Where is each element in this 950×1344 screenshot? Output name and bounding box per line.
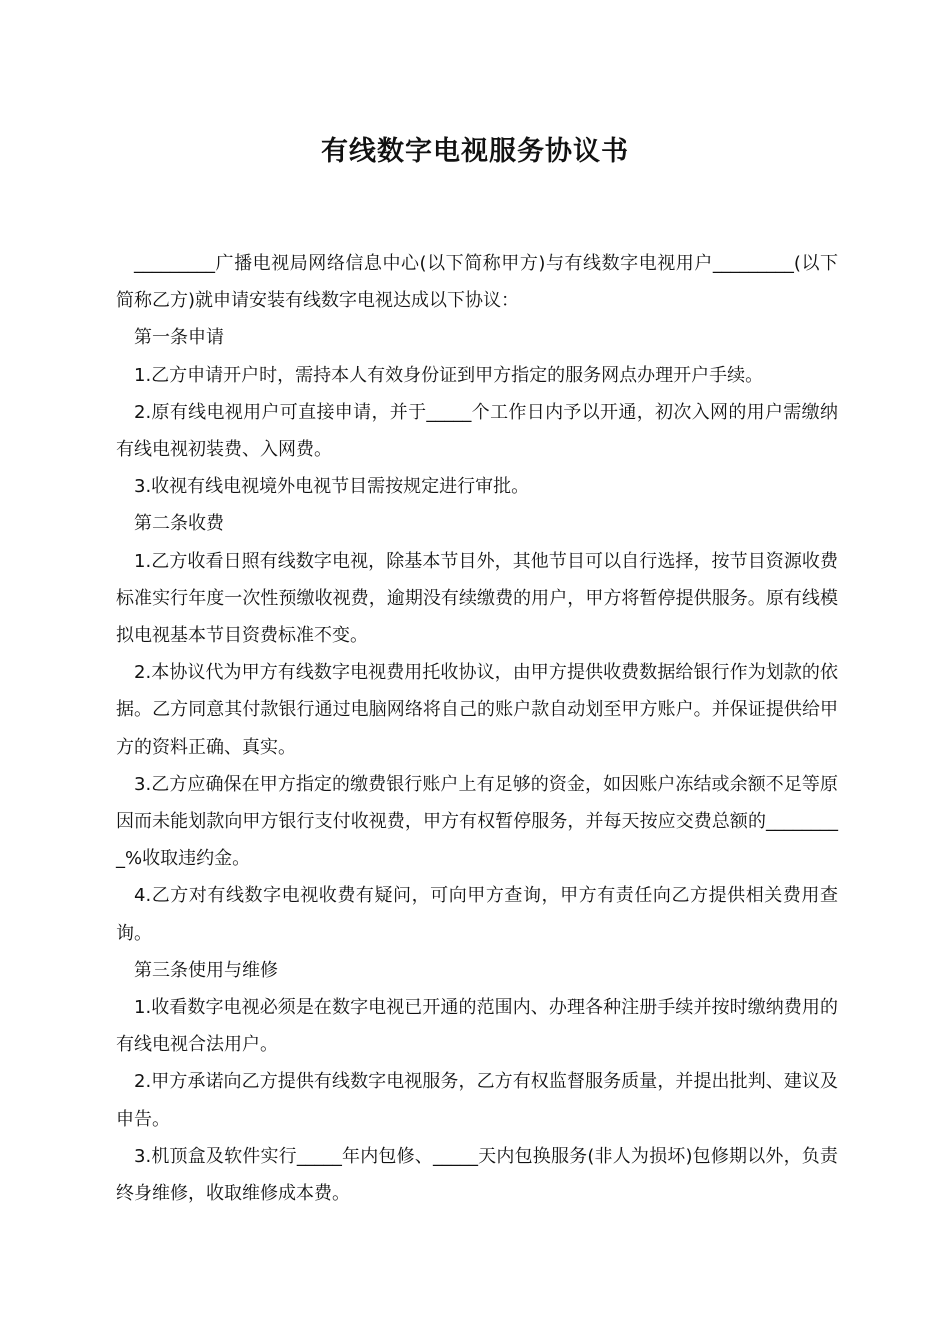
clause-paragraph: 4.乙方对有线数字电视收费有疑问，可向甲方查询，甲方有责任向乙方提供相关费用查询。 (116, 885, 838, 944)
section-heading-usage-maintenance: 第三条使用与维修 (134, 959, 278, 981)
clause-paragraph: 1.乙方收看日照有线数字电视，除基本节目外，其他节目可以自行选择，按节目资源收费标准实行年度一次性预缴收视费，逾期没有续缴费的用户，甲方将暂停提供服务。原有线模拟电视基本节目资费标准不变。 (116, 550, 838, 647)
clause-paragraph: 2.甲方承诺向乙方提供有线数字电视服务，乙方有权监督服务质量，并提出批判、建议及申告。 (116, 1071, 838, 1130)
clause-paragraph: 3.乙方应确保在甲方指定的缴费银行账户上有足够的资金，如因账户冻结或余额不足等原因而未能划款向甲方银行支付收视费，甲方有权暂停服务，并每天按应交费总额的_________%收取违约金。 (116, 773, 838, 870)
section-heading-application: 第一条申请 (134, 327, 224, 349)
intro-paragraph: _________广播电视局网络信息中心(以下简称甲方)与有线数字电视用户_________(以下简称乙方)就申请安装有线数字电视达成以下协议： (116, 253, 838, 312)
document-body (116, 245, 838, 1212)
clause-paragraph: 3.机顶盒及软件实行_____年内包修、_____天内包换服务(非人为损坏)包修期以外，负责终身维修，收取维修成本费。 (116, 1145, 838, 1205)
clause-paragraph: 1.乙方申请开户时，需持本人有效身份证到甲方指定的服务网点办理开户手续。 (134, 364, 764, 386)
section-heading-fees: 第二条收费 (134, 513, 224, 535)
clause-paragraph: 1.收看数字电视必须是在数字电视已开通的范围内、办理各种注册手续并按时缴纳费用的有线电视合法用户。 (116, 997, 838, 1056)
document-title: 有线数字电视服务协议书 (321, 136, 629, 167)
clause-paragraph: 2.本协议代为甲方有线数字电视费用托收协议，由甲方提供收费数据给银行作为划款的依据。乙方同意其付款银行通过电脑网络将自己的账户款自动划至甲方账户。并保证提供给甲方的资料正确、真实。 (116, 662, 838, 758)
clause-paragraph: 3.收视有线电视境外电视节目需按规定进行审批。 (134, 476, 530, 498)
clause-paragraph: 2.原有线电视用户可直接申请，并于_____个工作日内予以开通，初次入网的用户需缴纳有线电视初装费、入网费。 (116, 401, 838, 461)
